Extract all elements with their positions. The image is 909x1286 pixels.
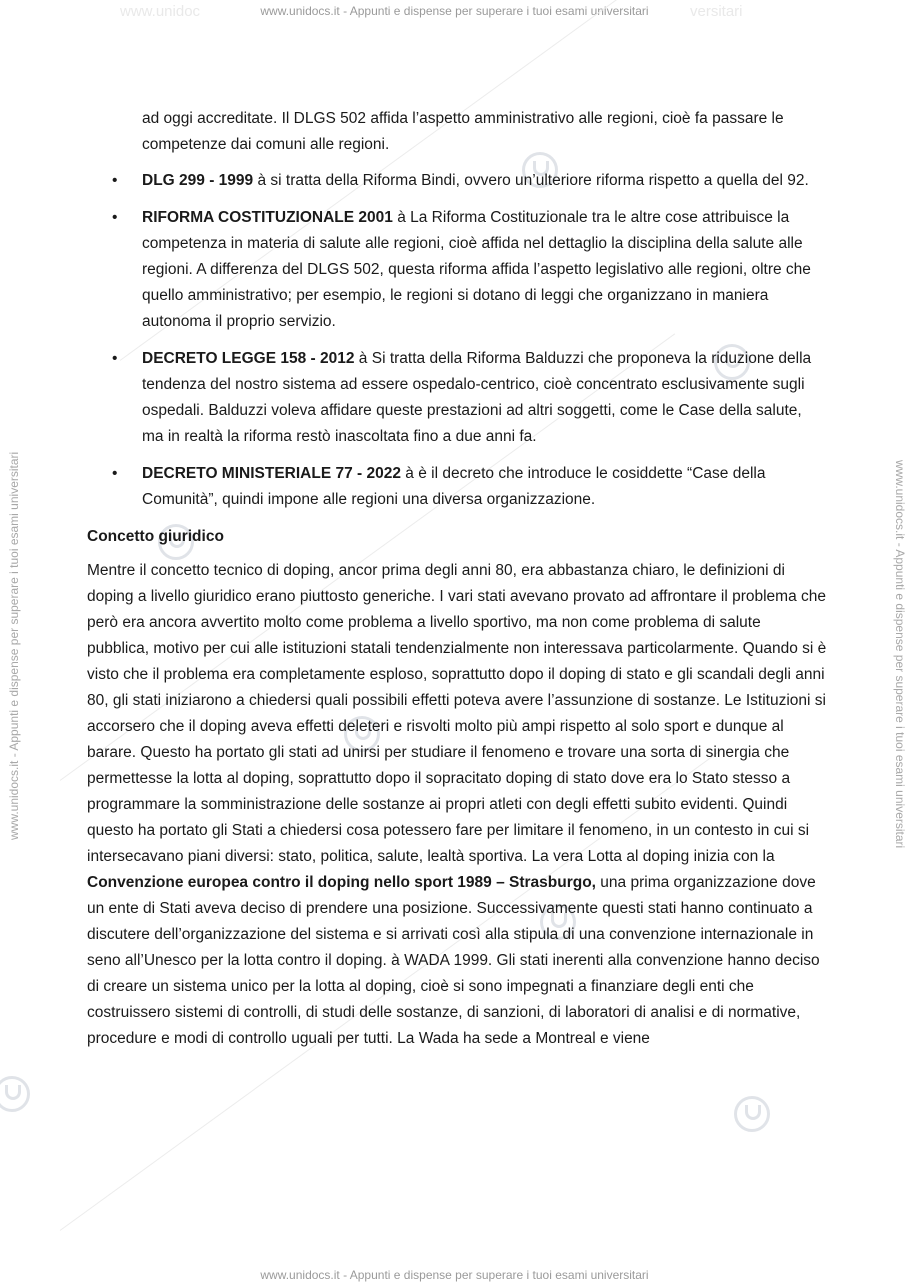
reforms-list (87, 168, 827, 513)
watermark-right: www.unidocs.it - Appunti e dispense per superare i tuoi esami universitari (893, 460, 907, 849)
unidocs-logo-icon (734, 1096, 770, 1132)
watermark-left: www.unidocs.it - Appunti e dispense per superare i tuoi esami universitari (7, 451, 21, 840)
paragraph-bold-text: Convenzione europea contro il doping nello sport 1989 – Strasburgo, (87, 874, 596, 891)
bullet: • (112, 172, 118, 189)
list-item-title: RIFORMA COSTITUZIONALE 2001 (142, 209, 393, 226)
list-item (87, 461, 827, 513)
paragraph-text: una prima organizzazione dove un ente di Stati aveva deciso di prendere una posizione. Successivamente questi stati hanno continuato a discutere dell’organizzazione del sistema e si arrivati così alla stipula di una convenzione internazionale in seno all’Unesco per la lotta contro il doping. à WADA 1999. Gli stati inerenti alla convenzione hanno deciso di creare un sistema unico per la lotta al doping, cioè si sono impegnati a finanziare degli enti che costruissero sistemi di controlli, di studi delle sostanze, di sanzioni, di laboratori di analisi e di normative, procedure e modi di controllo uguali per tutti. La Wada ha sede a Montreal e viene (87, 874, 820, 1047)
list-item-text: à Si tratta della Riforma Balduzzi che proponeva la riduzione della tendenza del nostro sistema ad essere ospedalo-centrico, cioè concentrato esclusivamente sugli ospedali. Balduzzi voleva affidare queste prestazioni ad altri soggetti, come le Case della salute, ma in realtà la riforma restò inascoltata fino a due anni fa. (142, 350, 812, 445)
watermark-bottom: www.unidocs.it - Appunti e dispense per superare i tuoi esami universitari (260, 1268, 649, 1282)
document-body (87, 106, 827, 1052)
unidocs-logo-icon (0, 1076, 30, 1112)
paragraph-text: Mentre il concetto tecnico di doping, ancor prima degli anni 80, era abbastanza chiaro, le definizioni di doping a livello giuridico erano piuttosto generiche. I vari stati avevano provato ad affrontare il problema che però era ancora avvertito molto come problema a livello sportivo, ma non come problema di salute pubblica, motivo per cui alle istituzioni statali tendenzialmente non interessava particolarmente. Quando si è visto che il problema era completamente esploso, soprattutto dopo il doping di stato e gli scandali degli anni 80, gli stati iniziarono a chiedersi quali possibili effetti poteva avere l’assunzione di sostanze. Le Istituzioni si accorsero che il doping aveva effetti deleteri e risvolti molto più ampi rispetto al solo sport e dunque al barare. Questo ha portato gli stati ad unirsi per studiare il fenomeno e trovare una sorta di sinergia che permettesse la lotta al doping, soprattutto dopo il sopracitato doping di stato dove era lo Stato stesso a programmare la somministrazione delle sostanze ai propri atleti con degli effetti subito evidenti. Quindi questo ha portato gli Stati a chiedersi cosa potessero fare per limitare il fenomeno, in un contesto in cui si intersecavano piani diversi: stato, politica, salute, lealtà sportiva. La vera Lotta al doping inizia con la (87, 562, 827, 865)
watermark-top: www.unidocs.it - Appunti e dispense per superare i tuoi esami universitari (260, 4, 649, 18)
list-item-title: DECRETO MINISTERIALE 77 - 2022 (142, 465, 401, 482)
watermark-faint-right: versitari (690, 3, 743, 20)
list-item-title: DLG 299 - 1999 (142, 172, 254, 189)
body-paragraph (87, 558, 827, 1052)
section-heading: Concetto giuridico (87, 528, 224, 545)
list-item (87, 205, 827, 335)
bullet: • (112, 209, 118, 226)
bullet: • (112, 350, 118, 367)
list-item-text: à è il decreto che introduce le cosiddette “Case della Comunità”, quindi impone alle regioni una diversa organizzazione. (142, 465, 766, 508)
list-item-title: DECRETO LEGGE 158 - 2012 (142, 350, 355, 367)
list-item-text: à si tratta della Riforma Bindi, ovvero un’ulteriore riforma rispetto a quella del 92. (253, 172, 809, 189)
watermark-faint-left: www.unidoc (120, 3, 201, 20)
list-item (87, 168, 827, 194)
bullet: • (112, 465, 118, 482)
list-item-text: à La Riforma Costituzionale tra le altre cose attribuisce la competenza in materia di salute alle regioni, cioè affida nel dettaglio la disciplina della salute alle regioni. A differenza del DLGS 502, questa riforma affida l’aspetto legislativo alle regioni, oltre che quello amministrativo; per esempio, le regioni si dotano di leggi che organizzano in maniera autonoma il proprio servizio. (142, 209, 811, 330)
intro-paragraph: ad oggi accreditate. Il DLGS 502 affida l’aspetto amministrativo alle regioni, cioè fa passare le competenze dai comuni alle regioni. (142, 110, 784, 153)
list-item (87, 346, 827, 450)
